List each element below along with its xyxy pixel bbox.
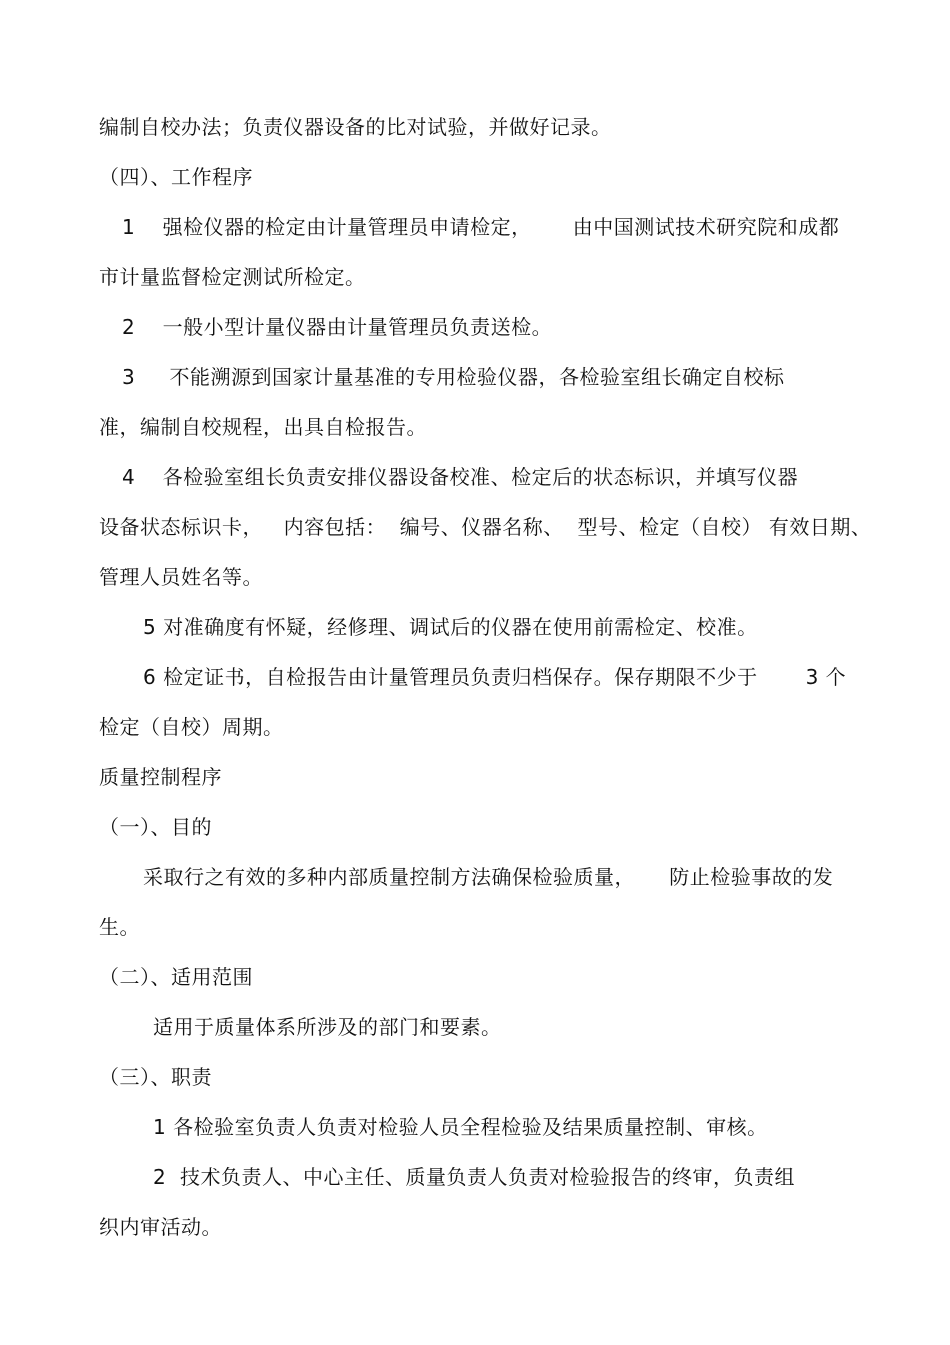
section-heading: （二）、适用范围	[99, 965, 253, 989]
text-line: 3 不能溯源到国家计量基准的专用检验仪器，各检验室组长确定自校标	[122, 365, 785, 389]
text-line: 准，编制自校规程，出具自检报告。	[99, 415, 427, 439]
text-line: 2 一般小型计量仪器由计量管理员负责送检。	[122, 315, 553, 339]
text-line: 适用于质量体系所涉及的部门和要素。	[153, 1015, 502, 1039]
text-line: 织内审活动。	[99, 1215, 222, 1239]
section-heading: （四）、工作程序	[99, 165, 253, 189]
text-line: 生。	[99, 915, 140, 939]
text-line: 1 各检验室负责人负责对检验人员全程检验及结果质量控制、审核。	[153, 1115, 768, 1139]
text-line: 检定（自校）周期。	[99, 715, 284, 739]
text-line: 市计量监督检定测试所检定。	[99, 265, 366, 289]
text-line: 2 技术负责人、中心主任、质量负责人负责对检验报告的终审，负责组	[153, 1165, 795, 1189]
section-title: 质量控制程序	[99, 765, 222, 789]
section-heading: （一）、目的	[99, 815, 212, 839]
text-line: 管理人员姓名等。	[99, 565, 263, 589]
section-heading: （三）、职责	[99, 1065, 212, 1089]
text-line: 5 对准确度有怀疑，经修理、调试后的仪器在使用前需检定、校准。	[143, 615, 758, 639]
text-line: 6 检定证书，自检报告由计量管理员负责归档保存。保存期限不少于 3 个	[143, 665, 847, 689]
text-line: 4 各检验室组长负责安排仪器设备校准、检定后的状态标识，并填写仪器	[122, 465, 799, 489]
text-line: 编制自校办法；负责仪器设备的比对试验，并做好记录。	[99, 115, 612, 139]
text-line: 采取行之有效的多种内部质量控制方法确保检验质量， 防止检验事故的发	[143, 865, 834, 889]
text-line: 1 强检仪器的检定由计量管理员申请检定， 由中国测试技术研究院和成都	[122, 215, 840, 239]
text-line: 设备状态标识卡， 内容包括： 编号、仪器名称、 型号、检定（自校） 有效日期、	[99, 515, 872, 539]
